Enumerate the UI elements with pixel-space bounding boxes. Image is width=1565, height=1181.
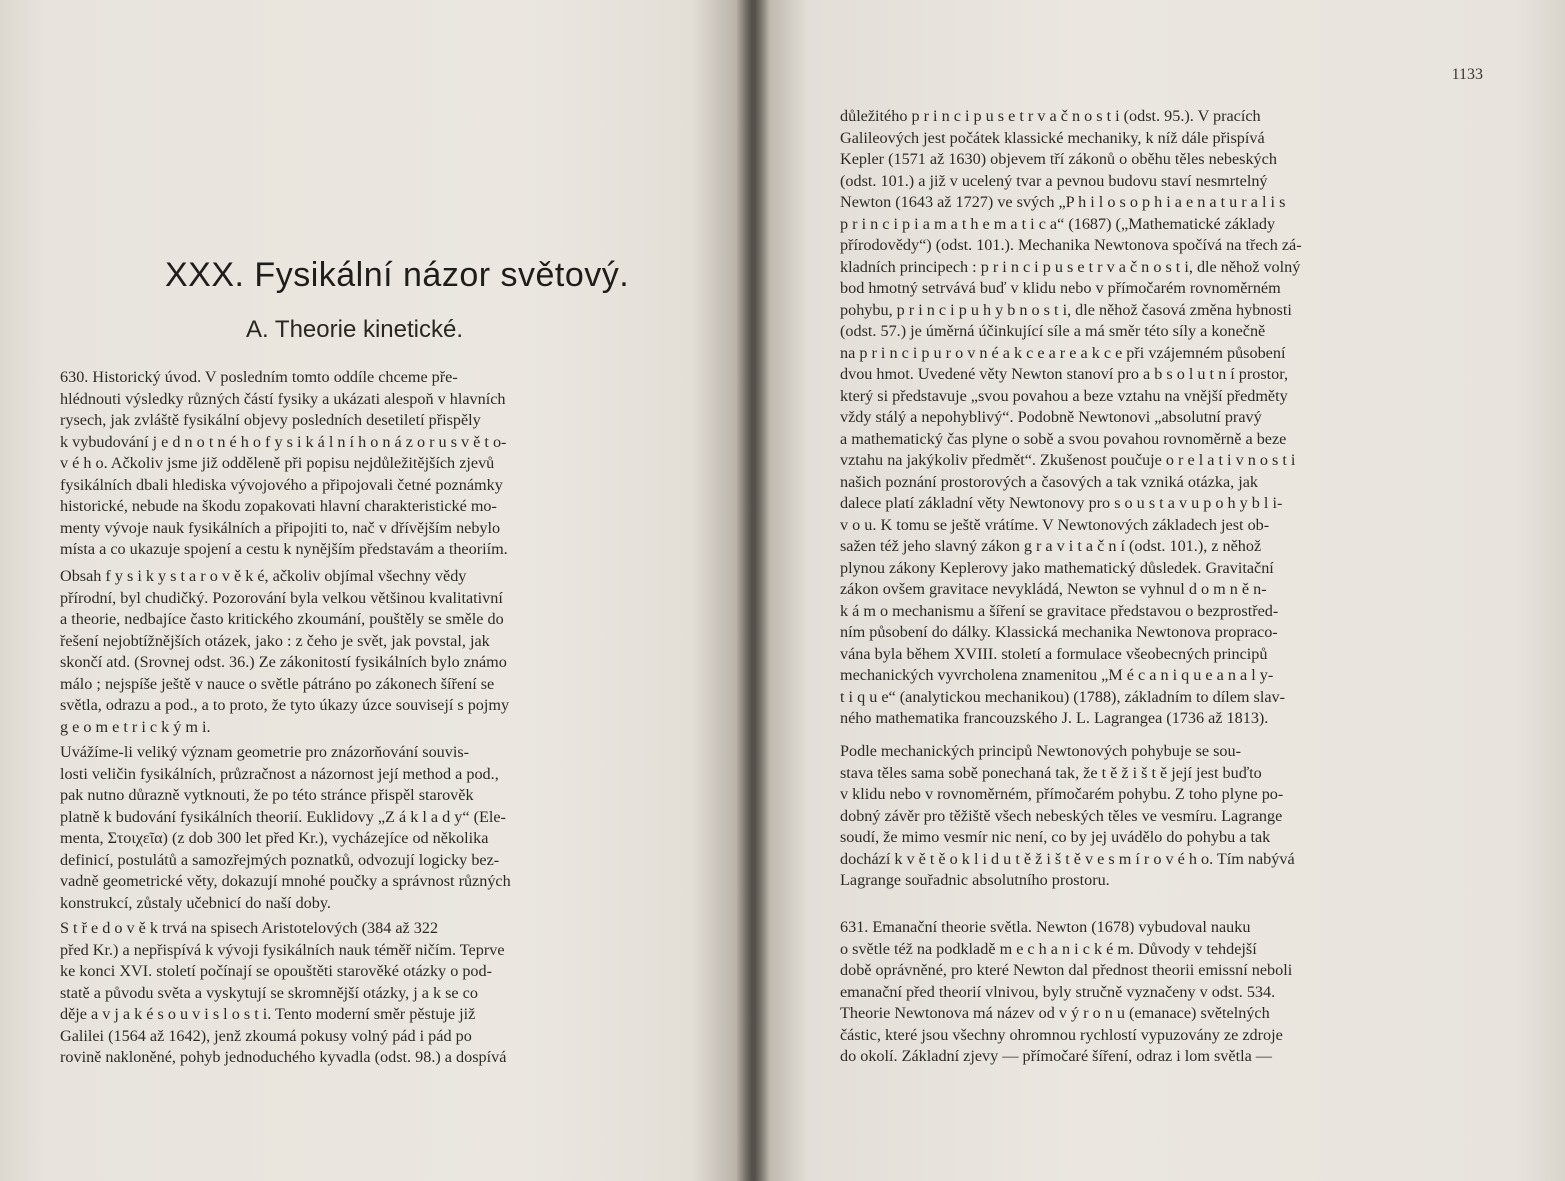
text-line: době oprávněné, pro které Newton dal přednost theorii emissní neboli: [840, 961, 1293, 979]
text-line: v é h o. Ačkoliv jsme již odděleně při popisu nejdůležitějších zjevů: [60, 454, 495, 472]
right-page: [752, 0, 1565, 1181]
right-paragraph-2: [840, 741, 1466, 892]
text-line: losti veličin fysikálních, průzračnost a názornost její method a pod.,: [60, 764, 499, 783]
text-line: dochází k v ě t ě o k l i d u t ě ž i š t ě v e s m í r o v é h o. Tím nabývá: [840, 849, 1295, 868]
text-line: dvou hmot. Uvedené věty Newton stanoví pro a b s o l u t n í prostor,: [840, 365, 1289, 383]
text-line: Galileových jest počátek klassické mechaniky, k níž dále přispívá: [840, 128, 1265, 147]
text-line: hlédnouti výsledky různých částí fysiky a ukázati alespoň v hlavních: [60, 389, 506, 408]
text-line: plynou zákony Keplerovy jako mathematický důsledek. Gravitační: [840, 558, 1274, 577]
text-line: vána byla během XVIII. století a formulace všeobecných principů: [840, 644, 1268, 663]
text-line: do okolí. Základní zjevy — přímočaré šíření, odraz i lom světla —: [840, 1047, 1272, 1065]
text-line: na p r i n c i p u r o v n é a k c e a r e a k c e při vzájemném působení: [840, 343, 1286, 362]
text-line: ke konci XVI. století počínají se opouštěti starověké otázky o pod-: [60, 962, 493, 980]
text-line: vztahu na jakýkoliv předmět“. Zkušenost poučuje o r e l a t i v n o s t i: [840, 451, 1296, 469]
text-line: emanační před theorií vlnivou, byly stručně vyznačeny v odst. 534.: [840, 982, 1276, 1001]
text-line: k á m o mechanismu a šíření se gravitace představou o bezprostřed-: [840, 601, 1279, 620]
text-line: soudí, že mimo vesmír nic není, co by jej uvádělo do pohybu a tak: [840, 828, 1271, 846]
text-line: který si představuje „svou povahou a beze vztahu na vnější předměty: [840, 386, 1288, 405]
text-line: přírodní, byl chudičký. Pozorování byla velkou většinou kvalitativní: [60, 588, 503, 607]
text-line: dalece platí základní věty Newtonovy pro s o u s t a v u p o h y b l i-: [840, 494, 1283, 512]
left-page: [0, 0, 752, 1181]
text-line: rovině nakloněné, pohyb jednoduchého kyvadla (odst. 98.) a dospívá: [60, 1048, 507, 1066]
text-line: Lagrange souřadnic absolutního prostoru.: [840, 871, 1110, 889]
text-line: vždy stálý a nepohyblivý“. Podobně Newtonovi „absolutní pravý: [840, 408, 1262, 426]
text-line: rysech, jak zvláště fysikální objevy posledních desetiletí přispěly: [60, 411, 481, 429]
text-line: děje a v j a k é s o u v i s l o s t i. Tento moderní směr pěstuje již: [60, 1005, 476, 1023]
text-line: (odst. 57.) je úměrná účinkující síle a má směr této síly a konečně: [840, 322, 1266, 340]
left-paragraph-1: [60, 367, 682, 561]
text-line: k vybudování j e d n o t n é h o f y s i k á l n í h o n á z o r u s v ě t o-: [60, 432, 507, 451]
left-paragraph-3: [60, 742, 682, 914]
text-line: 631. Emanační theorie světla. Newton (1678) vybudoval nauku: [840, 918, 1251, 936]
text-line: ného mathematika francouzského J. L. Lagrangea (1736 až 1813).: [840, 709, 1269, 727]
text-line: statě a původu světa a vyskytují se skromnější otázky, j a k se co: [60, 983, 478, 1002]
text-line: důležitého p r i n c i p u s e t r v a č n o s t i (odst. 95.). V pracích: [840, 107, 1261, 125]
text-line: a theorie, nedbajíce často kritického zkoumání, pouštěly se směle do: [60, 610, 504, 628]
section-title: A. Theorie kinetické.: [246, 316, 463, 343]
text-line: fysikálních dbali hlediska vývojového a připojovali četné poznámky: [60, 475, 503, 494]
text-line: málo ; nejspíše ještě v nauce o světle pátráno po zákonech šíření se: [60, 674, 495, 693]
text-line: řešení nejobtížnějších otázek, jako : z čeho je svět, jak povstal, jak: [60, 631, 490, 650]
chapter-title: XXX. Fysikální názor světový.: [165, 256, 630, 294]
text-line: místa a co ukazuje spojení a cestu k nynějším představám a theoriím.: [60, 540, 508, 558]
text-line: dobný závěr pro těžiště všech nebeských těles ve vesmíru. Lagrange: [840, 806, 1283, 825]
text-line: g e o m e t r i c k ý m i.: [60, 717, 211, 736]
text-line: Podle mechanických principů Newtonových pohybuje se sou-: [840, 742, 1241, 760]
text-line: Obsah f y s i k y s t a r o v ě k é, ačkoliv objímal všechny vědy: [60, 567, 467, 585]
text-line: menta, Στοιχεῖα) (z dob 300 let před Kr.), vycházejíce od několika: [60, 829, 489, 847]
text-line: p r i n c i p i a m a t h e m a t i c a“ (1687) („Mathematické základy: [840, 214, 1276, 233]
text-line: o světle též na podkladě m e c h a n i c k é m. Důvody v tehdejší: [840, 939, 1257, 958]
text-line: mechanických vyvrcholena znamenitou „M é c a n i q u e a n a l y-: [840, 666, 1274, 684]
text-line: přírodovědy“) (odst. 101.). Mechanika Newtonova spočívá na třech zá-: [840, 236, 1302, 254]
text-line: vadně geometrické věty, dokazují mnohé poučky a správnost různých: [60, 872, 511, 890]
text-line: v klidu nebo v rovnoměrném, přímočarém pohybu. Z toho plyne po-: [840, 785, 1284, 803]
text-line: ním působení do dálky. Klassická mechanika Newtonova propraco-: [840, 623, 1278, 641]
text-line: v o u. K tomu se ještě vrátíme. V Newtonových základech jest ob-: [840, 515, 1270, 534]
text-line: (odst. 101.) a již v ucelený tvar a pevnou budovu staví nesmrtelný: [840, 171, 1268, 190]
right-paragraph-1: [840, 106, 1466, 730]
text-line: platně k budování fysikálních theorií. Euklidovy „Z á k l a d y“ (Ele-: [60, 807, 506, 826]
text-line: menty vývoje nauk fysikálních a připojiti to, nač v dřívějším nebylo: [60, 518, 501, 537]
text-line: t i q u e“ (analytickou mechanikou) (1788), základním to dílem slav-: [840, 687, 1286, 706]
text-line: stava těles sama sobě ponechaná tak, že t ě ž i š t ě její jest buďto: [840, 763, 1262, 782]
text-line: sažen též jeho slavný zákon g r a v i t a č n í (odst. 101.), z něhož: [840, 537, 1262, 555]
right-paragraph-3: [840, 917, 1466, 1068]
text-line: skončí atd. (Srovnej odst. 36.) Ze zákonitostí fysikálních bylo známo: [60, 653, 507, 671]
text-line: konstrukcí, zůstaly učebnicí do naší doby.: [60, 893, 331, 912]
text-line: světla, odrazu a pod., a to proto, že tyto úkazy úzce souvisejí s pojmy: [60, 696, 510, 714]
text-line: pohybu, p r i n c i p u h y b n o s t i, dle něhož časová změna hybnosti: [840, 300, 1292, 319]
left-paragraph-4: [60, 918, 682, 1069]
text-line: Newton (1643 až 1727) ve svých „P h i l o s o p h i a e n a t u r a l i s: [840, 193, 1286, 211]
text-line: a mathematický čas plyne o sobě a svou povahou rovnoměrně a beze: [840, 429, 1287, 448]
left-paragraph-2: [60, 566, 682, 738]
text-line: S t ř e d o v ě k trvá na spisech Aristotelových (384 až 322: [60, 919, 439, 937]
text-line: částic, které jsou všechny ohromnou rychlostí vypuzovány ze zdroje: [840, 1025, 1283, 1044]
page-number: 1133: [1451, 66, 1483, 83]
text-line: Galilei (1564 až 1642), jenž zkoumá pokusy volný pád i pád po: [60, 1026, 472, 1045]
text-line: definicí, postulátů a samozřejmých poznatků, odvozují logicky bez-: [60, 850, 500, 869]
text-line: našich poznání prostorových a časových a tak vzniká otázka, jak: [840, 472, 1259, 491]
text-line: pak nutno důrazně vytknouti, že po této stránce přispěl starověk: [60, 786, 474, 804]
text-line: historické, nebude na škodu zopakovati hlavní charakteristické mo-: [60, 497, 497, 515]
text-line: zákon ovšem gravitace nevykládá, Newton se vyhnul d o m n ě n-: [840, 580, 1267, 598]
text-line: Theorie Newtonova má název od v ý r o n u (emanace) světelných: [840, 1004, 1270, 1022]
text-line: 630. Historický úvod. V posledním tomto oddíle chceme pře-: [60, 368, 458, 386]
text-line: před Kr.) a nepřispívá k vývoji fysikálních nauk téměř ničím. Teprve: [60, 940, 505, 959]
text-line: Kepler (1571 až 1630) objevem tří zákonů o oběhu těles nebeských: [840, 150, 1277, 168]
text-line: Uvážíme-li veliký význam geometrie pro znázorňování souvis-: [60, 743, 470, 761]
text-line: bod hmotný setrvává buď v klidu nebo v přímočarém rovnoměrném: [840, 279, 1281, 297]
text-line: kladních principech : p r i n c i p u s e t r v a č n o s t i, dle něhož volný: [840, 257, 1301, 276]
